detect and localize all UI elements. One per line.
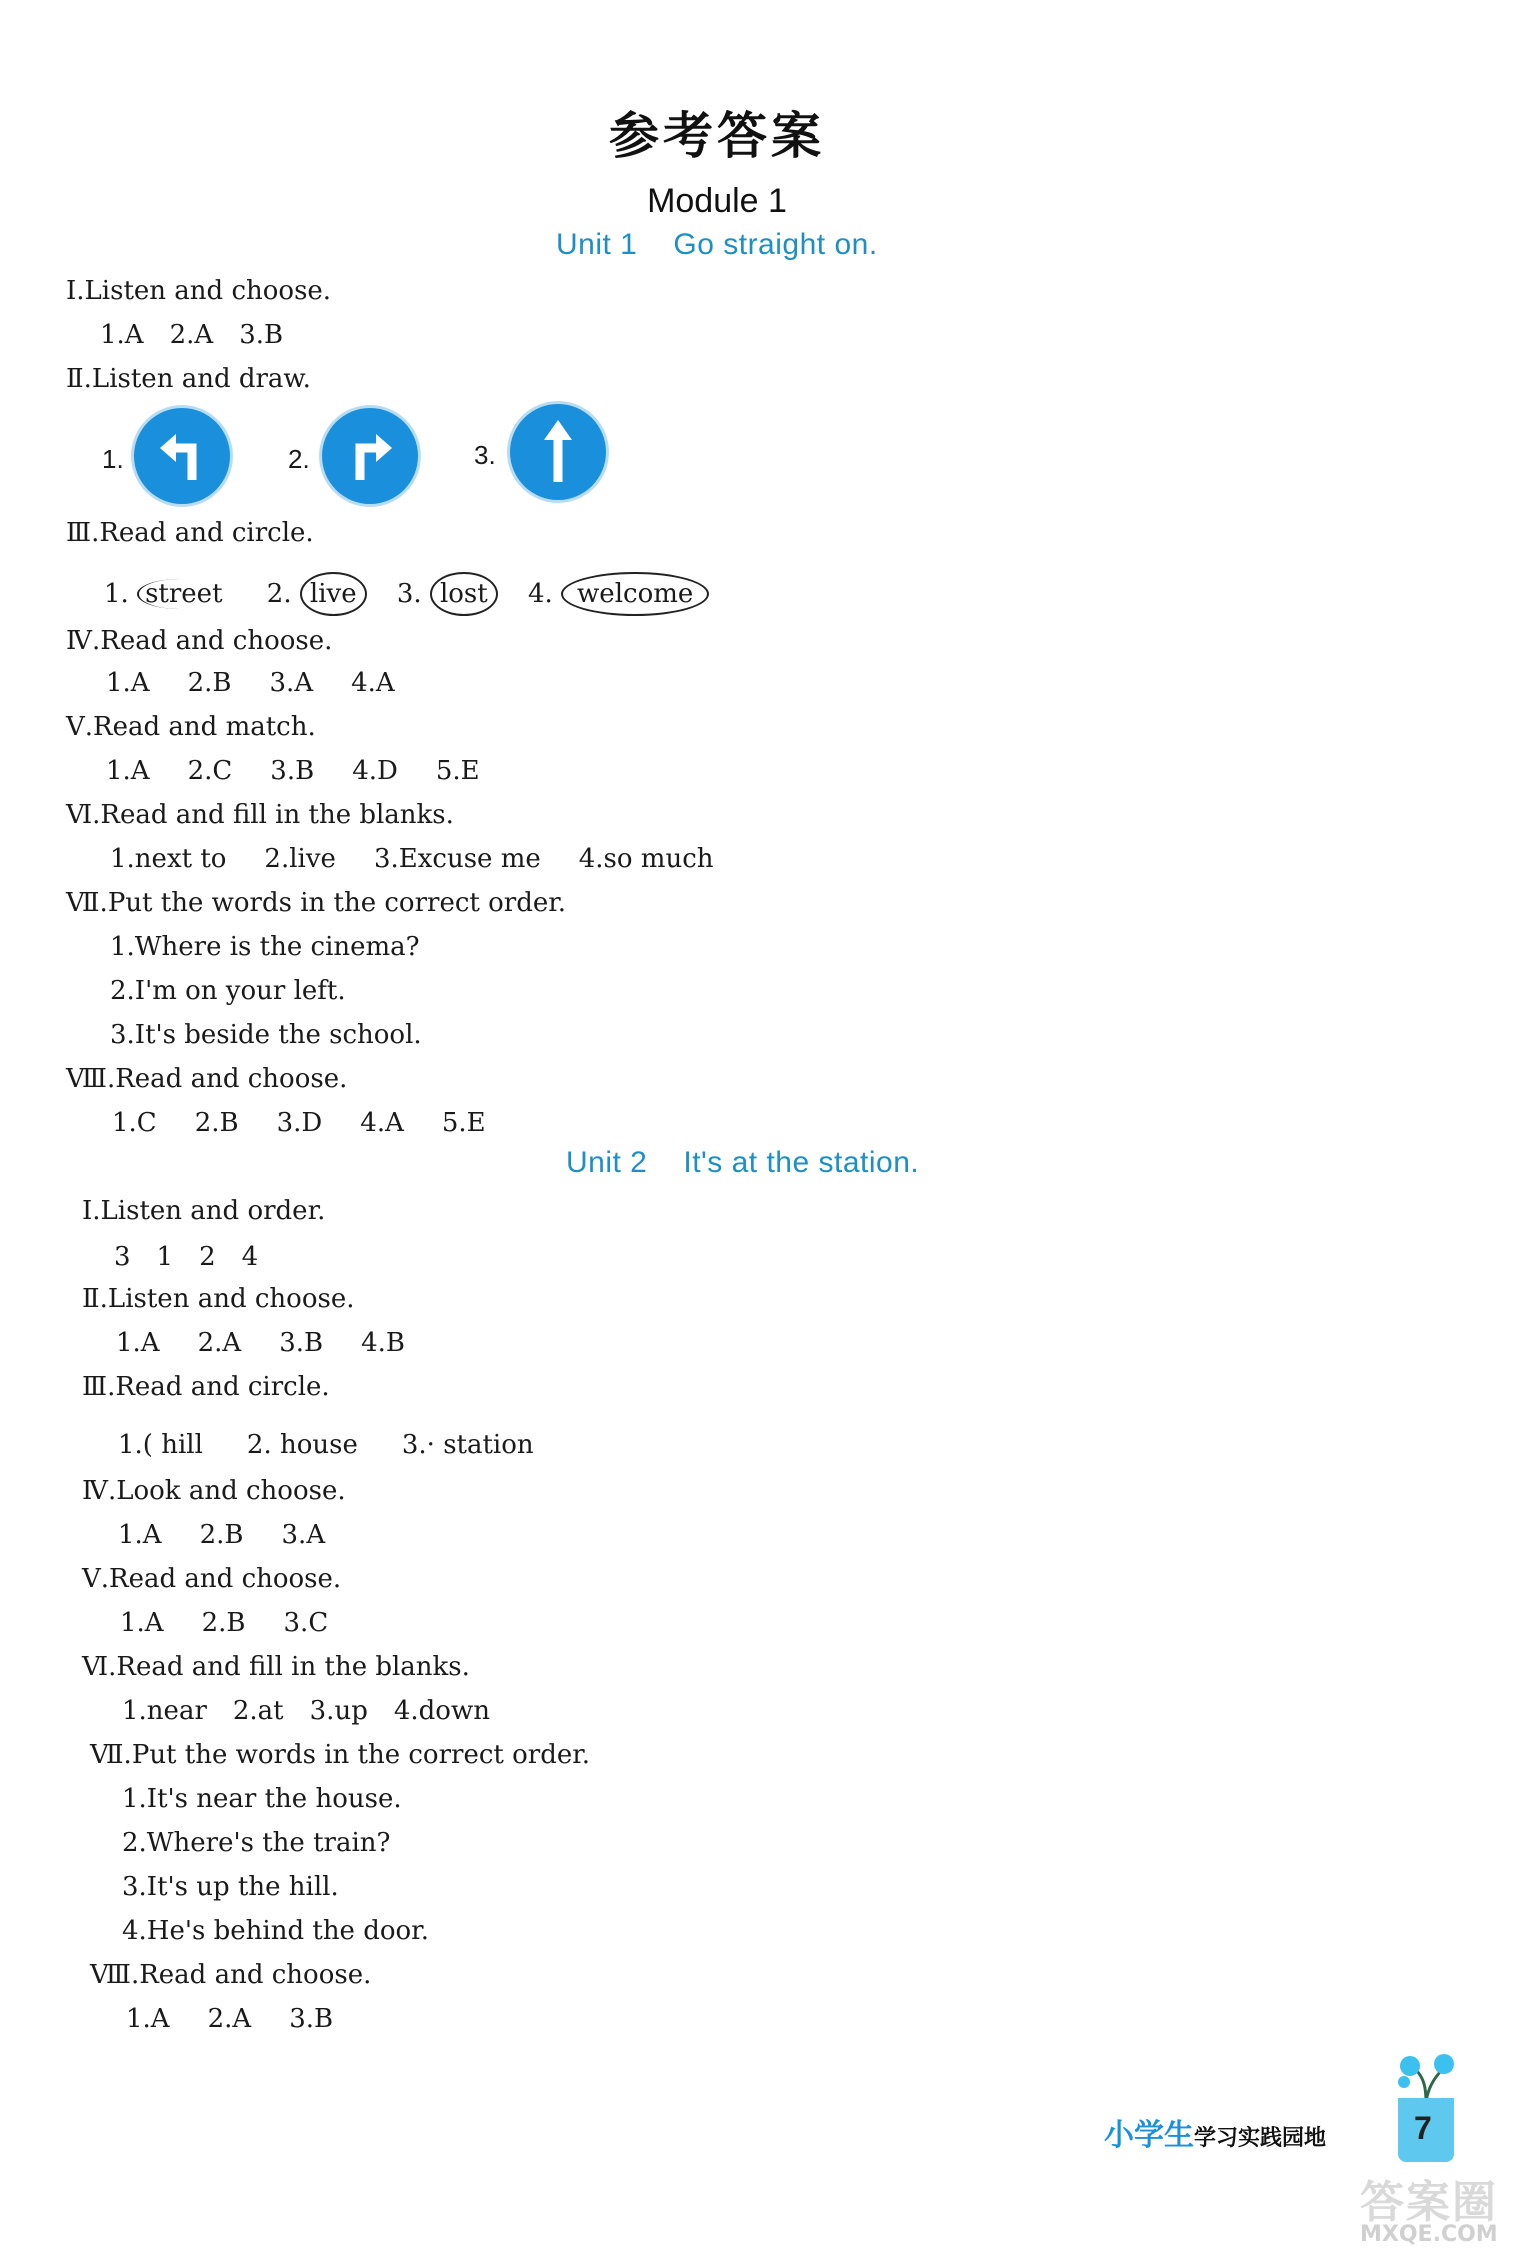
u1-section-8-answers bbox=[112, 1108, 524, 1138]
turn-right-sign-icon bbox=[322, 408, 418, 504]
answer: 2.A bbox=[197, 1328, 242, 1358]
answer: 4.A bbox=[360, 1108, 404, 1138]
answer: 4.B bbox=[361, 1328, 406, 1358]
u2-section-7-line: 1.It's near the house. bbox=[122, 1784, 402, 1814]
u1-section-1-answers bbox=[100, 320, 309, 350]
u1-section-7-heading: Ⅶ.Put the words in the correct order. bbox=[66, 888, 567, 918]
answer: 3.B bbox=[289, 2004, 334, 2034]
answer-live: live bbox=[300, 572, 367, 616]
answer: 2.B bbox=[194, 1108, 239, 1138]
answer: 1.near bbox=[122, 1696, 207, 1726]
u2-section-7-line: 2.Where's the train? bbox=[122, 1828, 391, 1858]
footer-subtitle: 学习实践园地 bbox=[1194, 2126, 1327, 2151]
u1-section-6-heading: Ⅵ.Read and fill in the blanks. bbox=[66, 800, 454, 830]
answer: 1.A bbox=[106, 668, 150, 698]
u2-section-5-heading: Ⅴ.Read and choose. bbox=[82, 1564, 342, 1594]
footer-brand-block bbox=[1104, 2110, 1326, 2154]
answer: 1.( hill bbox=[118, 1430, 203, 1460]
u2-section-4-answers bbox=[118, 1520, 363, 1550]
module-title: Module 1 bbox=[647, 182, 787, 220]
u1-section-4-answers bbox=[106, 668, 433, 698]
answer: 3.C bbox=[283, 1608, 329, 1638]
answer: 1.A bbox=[100, 320, 144, 350]
answer-number: 3. bbox=[396, 579, 422, 609]
answer: 2.B bbox=[199, 1520, 244, 1550]
answer: 2 bbox=[199, 1242, 216, 1272]
unit-1-label: Unit 1 bbox=[556, 228, 638, 261]
answer: 1.A bbox=[116, 1328, 160, 1358]
answer: 1.A bbox=[106, 756, 150, 786]
answer: 3.D bbox=[276, 1108, 323, 1138]
answer: 3.B bbox=[239, 320, 284, 350]
u2-section-6-answers bbox=[122, 1696, 516, 1726]
answer: 2.A bbox=[207, 2004, 252, 2034]
answer: 4.down bbox=[393, 1696, 490, 1726]
u2-section-3-heading: Ⅲ.Read and circle. bbox=[82, 1372, 330, 1402]
u2-section-7-line: 3.It's up the hill. bbox=[122, 1872, 339, 1902]
u2-section-7-heading: Ⅶ.Put the words in the correct order. bbox=[90, 1740, 591, 1770]
u1-section-5-answers bbox=[106, 756, 518, 786]
u1-section-7-line: 3.It's beside the school. bbox=[110, 1020, 422, 1050]
answer: 3.B bbox=[279, 1328, 324, 1358]
answer: 3.up bbox=[309, 1696, 368, 1726]
answer: 3 bbox=[114, 1242, 131, 1272]
watermark-logo: 答案圈 bbox=[1360, 2177, 1498, 2228]
unit-2-name: It's at the station. bbox=[683, 1146, 920, 1179]
answer: 2.B bbox=[187, 668, 232, 698]
answer: 1.A bbox=[118, 1520, 162, 1550]
u2-section-5-answers bbox=[120, 1608, 366, 1638]
answer: 5.E bbox=[435, 756, 480, 786]
answer: 1.next to bbox=[110, 844, 227, 874]
sign-3-number: 3. bbox=[474, 440, 496, 470]
answer: 3.Excuse me bbox=[373, 844, 541, 874]
answer: 2.A bbox=[169, 320, 214, 350]
answer: 2.C bbox=[187, 756, 233, 786]
u1-section-5-heading: Ⅴ.Read and match. bbox=[66, 712, 316, 742]
answer: 2. house bbox=[246, 1430, 358, 1460]
u2-section-6-heading: Ⅵ.Read and fill in the blanks. bbox=[82, 1652, 470, 1682]
answer-street: street bbox=[137, 579, 222, 609]
answer: 1 bbox=[156, 1242, 174, 1272]
unit-1-heading bbox=[556, 228, 878, 262]
u2-section-1-heading: Ⅰ.Listen and order. bbox=[82, 1196, 326, 1226]
u1-section-8-heading: Ⅷ.Read and choose. bbox=[66, 1064, 348, 1094]
answer: 2.live bbox=[264, 844, 336, 874]
answer: 2.B bbox=[201, 1608, 246, 1638]
answer: 3.B bbox=[270, 756, 315, 786]
u1-section-3-answers bbox=[104, 572, 709, 616]
u1-section-7-line: 2.I'm on your left. bbox=[110, 976, 346, 1006]
unit-2-heading bbox=[566, 1146, 919, 1180]
u2-section-2-answers bbox=[116, 1328, 443, 1358]
answer: 1.A bbox=[126, 2004, 170, 2034]
answer: 4.so much bbox=[578, 844, 714, 874]
u1-section-4-heading: Ⅳ.Read and choose. bbox=[66, 626, 333, 656]
answer-number: 2. bbox=[266, 579, 292, 609]
page-number: 7 bbox=[1414, 2110, 1432, 2146]
u2-section-8-answers bbox=[126, 2004, 371, 2034]
answer: 1.C bbox=[112, 1108, 157, 1138]
u2-section-7-line: 4.He's behind the door. bbox=[122, 1916, 429, 1946]
answer-welcome: welcome bbox=[561, 572, 709, 616]
sign-1-number: 1. bbox=[102, 444, 124, 474]
answer: 4.D bbox=[352, 756, 398, 786]
answer-number: 1. bbox=[104, 579, 129, 609]
u1-section-2-heading: Ⅱ.Listen and draw. bbox=[66, 364, 311, 394]
answer: 4.A bbox=[351, 668, 395, 698]
answer-number: 4. bbox=[527, 579, 553, 609]
u1-section-7-line: 1.Where is the cinema? bbox=[110, 932, 420, 962]
answer: 3.A bbox=[281, 1520, 326, 1550]
page-title: 参考答案 bbox=[609, 107, 825, 165]
sign-2-number: 2. bbox=[288, 444, 310, 474]
u2-section-2-heading: Ⅱ.Listen and choose. bbox=[82, 1284, 355, 1314]
u2-section-4-heading: Ⅳ.Look and choose. bbox=[82, 1476, 346, 1506]
answer: 3.A bbox=[269, 668, 314, 698]
answer: 2.at bbox=[232, 1696, 284, 1726]
answer: 5.E bbox=[441, 1108, 486, 1138]
answer: 3.· station bbox=[401, 1430, 534, 1460]
answer: 1.A bbox=[120, 1608, 164, 1638]
turn-left-sign-icon bbox=[134, 408, 230, 504]
answer: 4 bbox=[241, 1242, 259, 1272]
u2-section-1-answers bbox=[114, 1242, 284, 1272]
sprout-icon bbox=[1396, 2052, 1460, 2104]
go-straight-sign-icon bbox=[510, 404, 606, 500]
u1-section-6-answers bbox=[110, 844, 752, 874]
u2-section-3-answers bbox=[118, 1430, 560, 1460]
watermark-url: MXQE.COM bbox=[1360, 2222, 1498, 2247]
u2-section-8-heading: Ⅷ.Read and choose. bbox=[90, 1960, 372, 1990]
footer-brand: 小学生 bbox=[1104, 2118, 1194, 2153]
unit-1-name: Go straight on. bbox=[673, 228, 878, 261]
u1-section-3-heading: Ⅲ.Read and circle. bbox=[66, 518, 314, 548]
unit-2-label: Unit 2 bbox=[566, 1146, 648, 1179]
answer-lost: lost bbox=[430, 572, 498, 616]
u1-section-1-heading: Ⅰ.Listen and choose. bbox=[66, 276, 332, 306]
